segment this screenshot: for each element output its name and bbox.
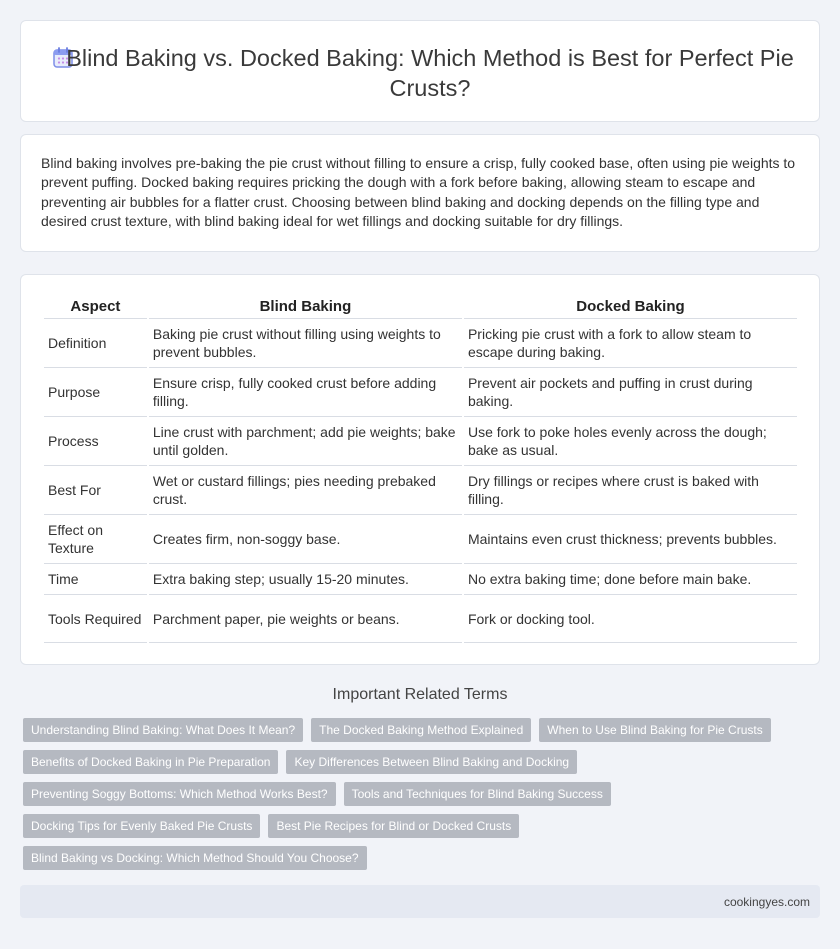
docked-baking-cell: Use fork to poke holes evenly across the dough; bake as usual. (464, 416, 797, 465)
tag-row (23, 782, 813, 806)
aspect-cell: Process (44, 416, 147, 465)
tag-row (23, 846, 813, 870)
related-term-tag[interactable]: The Docked Baking Method Explained (311, 718, 531, 742)
aspect-cell: Time (44, 563, 147, 594)
blind-baking-cell: Wet or custard fillings; pies needing prebaked crust. (149, 465, 462, 514)
tag-row (23, 750, 813, 774)
intro-paragraph: Blind baking involves pre-baking the pie crust without filling to ensure a crisp, fully cooked base, often using pie weights to prevent puffing. Docked baking requires pricking the dough with a fork before baking, allowing steam to escape and preventing air bubbles for a flatter crust. Choosing between blind baking and docking depends on the filling type and desired crust texture, with blind baking ideal for wet fillings and docking suitable for dry fillings. (41, 155, 796, 230)
docked-baking-cell: Maintains even crust thickness; prevents bubbles. (464, 514, 797, 563)
page-title: Blind Baking vs. Docked Baking: Which Method is Best for Perfect Pie Crusts? (66, 45, 794, 101)
related-term-tag[interactable]: Blind Baking vs Docking: Which Method Should You Choose? (23, 846, 367, 870)
table-row (44, 514, 797, 563)
tag-row (23, 718, 813, 742)
aspect-cell: Effect on Texture (44, 514, 147, 563)
aspect-cell: Tools Required (44, 594, 147, 643)
blind-baking-cell: Creates firm, non-soggy base. (149, 514, 462, 563)
column-header-blind-baking: Blind Baking (259, 298, 352, 315)
footer-site-link[interactable]: cookingyes.com (723, 895, 810, 909)
table-row (44, 563, 797, 594)
table-row (44, 367, 797, 416)
related-terms-list (23, 718, 813, 878)
related-term-tag[interactable]: Best Pie Recipes for Blind or Docked Crusts (268, 814, 519, 838)
table-header-row (44, 294, 797, 318)
related-term-tag[interactable]: When to Use Blind Baking for Pie Crusts (539, 718, 770, 742)
related-term-tag[interactable]: Docking Tips for Evenly Baked Pie Crusts (23, 814, 260, 838)
table-row (44, 318, 797, 367)
related-term-tag[interactable]: Key Differences Between Blind Baking and Docking (286, 750, 577, 774)
docked-baking-cell: Prevent air pockets and puffing in crust during baking. (464, 367, 797, 416)
blind-baking-cell: Baking pie crust without filling using weights to prevent bubbles. (149, 318, 462, 367)
table-row (44, 594, 797, 643)
column-header-aspect: Aspect (70, 298, 121, 315)
blind-baking-cell: Extra baking step; usually 15-20 minutes. (149, 563, 462, 594)
blind-baking-cell: Parchment paper, pie weights or beans. (149, 594, 462, 643)
table-row (44, 465, 797, 514)
docked-baking-cell: Pricking pie crust with a fork to allow steam to escape during baking. (464, 318, 797, 367)
docked-baking-cell: Dry fillings or recipes where crust is baked with filling. (464, 465, 797, 514)
header-card (20, 20, 820, 122)
comparison-table-card (20, 274, 820, 665)
comparison-table (42, 294, 799, 643)
related-term-tag[interactable]: Benefits of Docked Baking in Pie Preparation (23, 750, 278, 774)
table-row (44, 416, 797, 465)
column-header-docked-baking: Docked Baking (576, 298, 685, 315)
footer (20, 885, 820, 918)
blind-baking-cell: Ensure crisp, fully cooked crust before adding filling. (149, 367, 462, 416)
related-term-tag[interactable]: Tools and Techniques for Blind Baking Success (344, 782, 611, 806)
related-terms-title: Important Related Terms (332, 686, 508, 703)
related-term-tag[interactable]: Preventing Soggy Bottoms: Which Method Works Best? (23, 782, 336, 806)
aspect-cell: Definition (44, 318, 147, 367)
aspect-cell: Purpose (44, 367, 147, 416)
intro-card (20, 134, 820, 252)
blind-baking-cell: Line crust with parchment; add pie weights; bake until golden. (149, 416, 462, 465)
related-term-tag[interactable]: Understanding Blind Baking: What Does It Mean? (23, 718, 303, 742)
docked-baking-cell: Fork or docking tool. (464, 594, 797, 643)
aspect-cell: Best For (44, 465, 147, 514)
docked-baking-cell: No extra baking time; done before main bake. (464, 563, 797, 594)
tag-row (23, 814, 813, 838)
